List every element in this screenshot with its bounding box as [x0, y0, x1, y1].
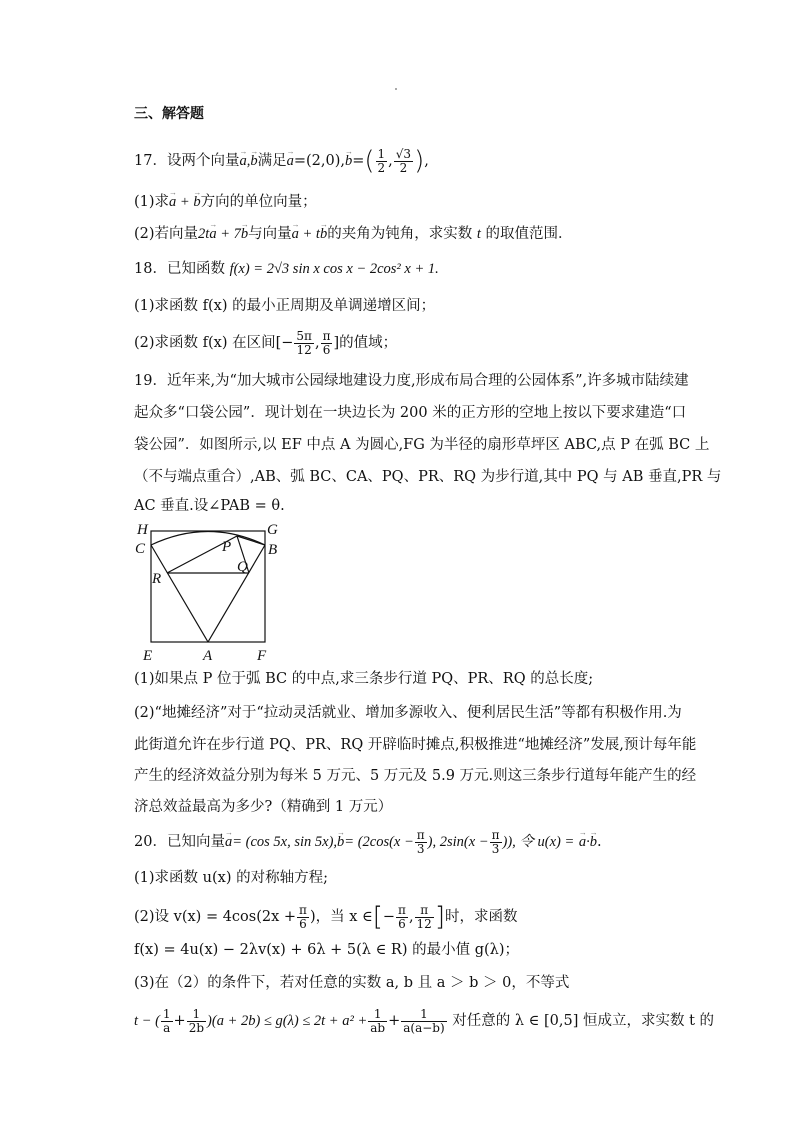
q20-part2-line-2: f(x) = 4u(x) − 2λv(x) + 6λ + 5(λ ∈ R) 的最小值 g(λ)；: [134, 942, 520, 958]
line-pb: [237, 536, 265, 545]
q17-part2: (2)若向量2t→ a + 7→ b与向量→ a + t→ b的夹角为钝角，求实数 t 的取值范围．: [134, 224, 572, 244]
q20-part3-line-2: t − ( $\frac{1}{a}$ + $\frac{1}{2b}$ )(a + 2b) ≤ g(λ) ≤ 2t + a² + $\frac{1}{ab}$ + $\frac{1}{a(a-b)}$ 对任意的 λ ∈ [0,5] 恒成立，求实数 t 的: [134, 1006, 715, 1035]
q18-part2: (2)求函数 f(x) 在区间[− $\frac{5\pi}{12}$ , $\frac{\pi}{6}$ ]的值域；: [134, 328, 398, 357]
q17-stem: 17．设两个向量→ a,→ b满足→ a=(2,0),→ b=( $\frac{1}{2}$ , $\frac{√3}{2}$ ),: [134, 146, 429, 176]
q19-part2-line-2: 此街道允许在步行道 PQ、PR、RQ 开辟临时摊点,积极推进“地摊经济”发展,预计每年能: [134, 737, 697, 753]
park-diagram: [130, 520, 290, 662]
q18-part1: (1)求函数 f(x) 的最小正周期及单调递增区间；: [134, 298, 436, 314]
q17-part1: (1)求→ a + → b方向的单位向量；: [134, 192, 317, 212]
q18-stem: 18．已知函数 f(x) = 2√3 sin x cos x − 2cos² x + 1.: [134, 261, 439, 277]
q19-line-5: AC 垂直.设∠PAB = θ.: [134, 498, 285, 514]
label-r: R: [152, 571, 162, 587]
line-ac: [151, 545, 208, 642]
label-p: P: [222, 539, 232, 555]
q19-line-1: 19．近年来,为“加大城市公园绿地建设力度,形成布局合理的公园体系”,许多城市陆续建: [134, 373, 689, 389]
q19-line-3: 袋公园”．如图所示,以 EF 中点 A 为圆心,FG 为半径的扇形草坪区 ABC,点 P 在弧 BC 上: [134, 437, 710, 453]
q19-part2-line-1: (2)“地摊经济”对于“拉动灵活就业、增加多源收入、便利居民生活”等都有积极作用.为: [134, 705, 682, 721]
page-mark: [395, 88, 397, 90]
q20-stem: 20．已知向量→ a= (cos 5x, sin 5x),→ b= (2cos(x − $\frac{\pi}{3}$ ), 2sin(x − $\frac{\pi}{3}$ )), 令 u(x) = → a·→ b.: [134, 826, 602, 858]
label-a: A: [203, 648, 213, 662]
section-title: 三、解答题: [134, 106, 204, 122]
label-e: E: [143, 648, 153, 662]
arc-bc: [151, 532, 265, 546]
square-outline: [151, 531, 265, 642]
label-h: H: [137, 522, 148, 538]
label-c: C: [135, 541, 146, 557]
q19-part2-line-4: 济总效益最高为多少?（精确到 1 万元）: [134, 799, 393, 815]
q19-line-2: 起众多“口袋公园”．现计划在一块边长为 200 米的正方形的空地上按以下要求建造“口: [134, 405, 687, 421]
q20-part2: (2)设 v(x) = 4cos(2x + $\frac{\pi}{6}$ )，当 x ∈[− $\frac{\pi}{6}$ , $\frac{\pi}{12}$ ]时，求函数: [134, 902, 518, 932]
q19-part1: (1)如果点 P 位于弧 BC 的中点,求三条步行道 PQ、PR、RQ 的总长度;: [134, 671, 594, 687]
q20-part1: (1)求函数 u(x) 的对称轴方程;: [134, 870, 328, 886]
q19-part2-line-3: 产生的经济效益分别为每米 5 万元、5 万元及 5.9 万元.则这三条步行道每年能产生的经: [134, 768, 697, 784]
label-f: F: [257, 648, 267, 662]
label-q: Q: [237, 559, 248, 575]
label-b: B: [268, 542, 278, 558]
q20-part3-line-1: (3)在（2）的条件下，若对任意的实数 a, b 且 a ＞ b ＞ 0，不等式: [134, 975, 570, 991]
q19-line-4: （不与端点重合）,AB、弧 BC、CA、PQ、PR、RQ 为步行道,其中 PQ 与 AB 垂直,PR 与: [134, 469, 722, 485]
label-g: G: [267, 522, 278, 538]
